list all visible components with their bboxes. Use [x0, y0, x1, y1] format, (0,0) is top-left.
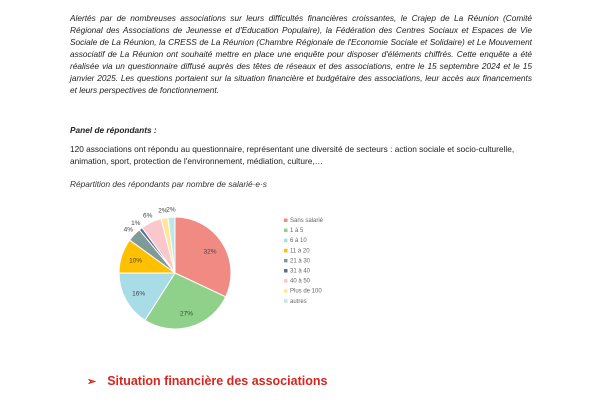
arrow-bullet-icon: ➢: [87, 375, 97, 388]
pie-data-label: 2%: [158, 207, 168, 215]
legend-label-plus-de-100: Plus de 100: [290, 288, 322, 295]
pie-data-label: 1%: [131, 219, 141, 227]
chart-caption: Répartition des répondants par nombre de salarié·e·s: [70, 179, 267, 189]
pie-data-label: 32%: [203, 248, 217, 256]
legend-label-autres: autres: [290, 298, 307, 305]
intro-paragraph: Alertés par de nombreuses associations sur leurs difficultés financières croissantes, le Crajep de La Réunion (Comité Régional des Associations de Jeunesse et d'Education Populaire), la Fédération des Centres Sociaux et Espaces de Vie Sociale de La Réunion, la CRESS de La Réunion (Chambre Régionale de l'Economie Sociale et Solidaire) et Le Mouvement associatif de La Réunion ont souhaité mettre en place une enquête pour disposer d'éléments chiffrés. Cette enquête a été réalisée via un questionnaire diffusé auprès des têtes de réseaux et des associations, entre le 15 septembre 2024 et le 15 janvier 2025. Les questions portaient sur la situation financière et budgétaire des associations, leur accès aux financements et leurs perspectives de fonctionnement.: [70, 13, 532, 95]
section-heading: [87, 374, 327, 388]
legend-swatch: [284, 299, 288, 303]
legend-swatch: [284, 279, 288, 283]
legend-label-sans-salarie: Sans salarié: [290, 218, 324, 224]
legend-swatch: [284, 239, 288, 243]
pie-data-label: 4%: [123, 226, 134, 234]
legend-label-31-a-40: 31 à 40: [290, 268, 311, 275]
pie-data-label: 2%: [166, 206, 176, 214]
legend-label-1-a-5: 1 à 5: [290, 228, 304, 235]
pie-data-label: 16%: [132, 290, 146, 298]
pie-data-label: 10%: [129, 257, 143, 265]
panel-description: 120 associations ont répondu au questionnaire, représentant une diversité de secteurs : action sociale et socio-culturelle, animation, sport, protection de l'environnement, médiation, culture,…: [70, 144, 515, 166]
legend-label-11-a-20: 11 à 20: [290, 248, 310, 255]
pie-chart: [110, 196, 360, 346]
legend-swatch: [284, 289, 288, 293]
legend-label-21-a-30: 21 à 30: [290, 258, 311, 265]
legend-swatch: [284, 269, 288, 273]
legend-swatch: [284, 259, 288, 263]
legend-label-40-a-50: 40 à 50: [290, 278, 311, 285]
pie-data-label: 27%: [180, 310, 194, 318]
legend-swatch: [284, 249, 288, 253]
pie-data-label: 6%: [143, 212, 153, 220]
legend-swatch: [284, 219, 288, 223]
panel-heading: Panel de répondants :: [70, 125, 157, 135]
section-title-text: Situation financière des associations: [107, 374, 328, 388]
legend-label-6-a-10: 6 à 10: [290, 238, 307, 245]
legend-swatch: [284, 229, 288, 233]
